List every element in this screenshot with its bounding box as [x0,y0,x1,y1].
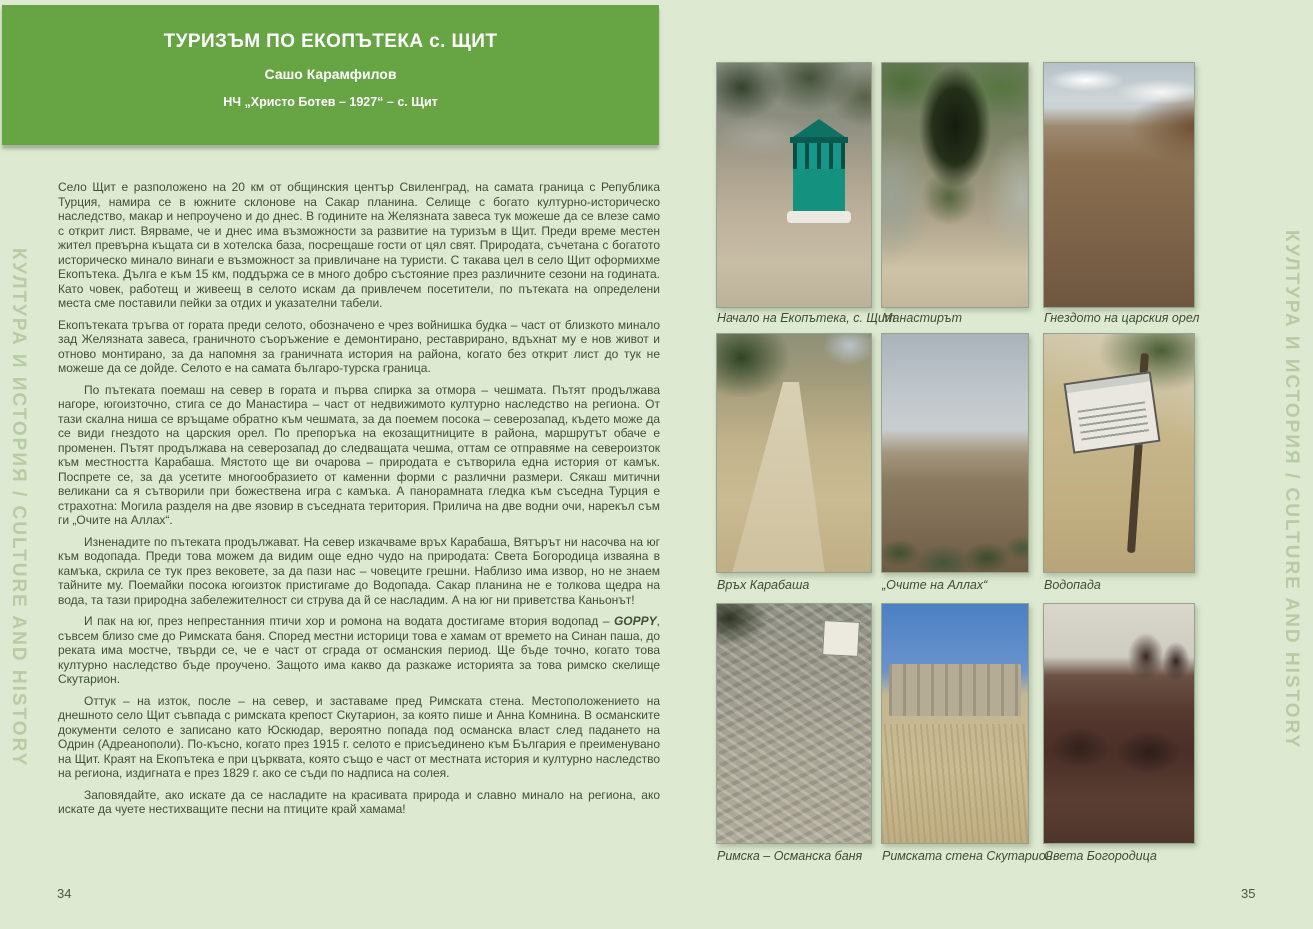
photo-caption: Начало на Екопътека, с. Щит [717,311,896,325]
stone-wall-shape [889,664,1020,717]
article-paragraph: По пътеката поемаш на север в гората и първа спирка за отмора – чешмата. Пътят продължава нагоре, югоизточно, стига се до Манастира – част от недвижимото културно наследство на региона. От тази скална ниша се връщаме обратно към чешмата, за да поемем посока – северозапад, където може да се види гнездото на царския орел. По препоръка на екозащитниците в района, маршрутът обаче е променен. Пътят продължава на северозапад до следващата чешма, оттам се отправяме на североизток към местността Карабаша. Мястото ще ви очарова – природата е сътворила една история от камък. Поспрете се, за да усетите многообразието от каменни форми с различни размери. Сякаш митични великани са я сътворили при божествена игра с камъка. А панорамната гледка към съседна Турция е страхотна: Могила разделя на две язовир в съседната територия. Прилича на две водни очи, нарекъл съм ги „Очите на Аллах“. [58,382,660,527]
article-paragraph: Изненадите по пътеката продължават. На север изкачваме връх Карабаша, Вятърът ни насочва на юг към водопада. Преди това можем да видим още едно чудо на природата: Света Богородица изваяна в камъка, скрила се тук през вековете, за да пази нас – човеците грешни. Наблизо има извор, но не знаем тайните му. Поемайки посока югоизток пристигаме до Водопада. Сакар планина не е толкова щедра на вода, та тази природна забележителност си струва да й се насладим. А на юг ни приветства Каньонът! [58,534,660,607]
article-paragraph: Заповядайте, ако искате да се насладите на красивата природа и славно минало на региона, ако искате да чуете нестихващите песни на птиците край хамама! [58,787,660,816]
article-header [2,5,659,145]
photo-caption: „Очите на Аллах“ [882,578,988,592]
article-paragraph: Оттук – на изток, после – на север, и заставаме пред Римската стена. Местоположението на днешното село Щит съвпада с римската крепост Скутарион, за която пише и Анна Комнина. В османските документи селото е записано като Юскюдар, вероятно попада под османска власт след падането на Одрин (Адреанополи). По-късно, когато през 1915 г. селото е присъединено към България е преименувано на Щит. Краят на Екопътека е при църквата, която също е част от местната история и културно наследство на региона, издигната е през 1829 г. ако се съди по надписа на солея. [58,693,660,780]
paragraph-run-emphasis: GOPPY [613,614,657,628]
photo-monastery [881,62,1029,308]
photo-caption: Гнездото на царския орел [1044,311,1200,325]
article-paragraph: Село Щит е разположено на 20 км от общинския център Свиленград, на самата граница с Република Турция, намира се в южните склонове на Сакар планина. Селище с богато културно-историческо наследство, макар и непроучено и до днес. В годините на Желязната завеса тук можеше да се влезе само с открит лист. Вярваме, че и днес има възможности за развитие на туризъм в Щит. Преди време местен жител превърна къщата си в хотелска база, посрещаше гости от цял свят. Природата, съчетана с богатото историческо минало винаги е възможност за привличане на туристи. С такава цел в село Щит оформихме Екопътека. Дълга е към 15 км, поддържа се в много добро състояние през различните сезони на годината. Като човек, работещ и живеещ в селото искам да привлечем посетители, по пътеката на определени места сме поставили пейки за отдих и указателни табели. [58,180,660,310]
paragraph-run: И пак на юг, през непрестанния птичи хор и ромона на водата достигаме втория водопад – [84,614,614,628]
photo-roman-ottoman-bath [716,603,872,844]
info-sign-shape [1064,371,1161,453]
photo-trail-start [716,62,872,308]
rubric-left: КУЛТУРА И ИСТОРИЯ / CULTURE AND HISTORY [8,248,29,768]
photo-caption: Римска – Османска баня [717,849,863,863]
small-sign-shape [822,620,860,657]
article-paragraph: Екопътеката тръгва от гората преди селото, обозначено е чрез войнишка будка – част от близкото минало зад Желязната завеса, граничното съоръжение е демонтирано, реставрирано, вдъхнат му е нов живот и отново монтирано, за да напомня за граничната история на района, когато без открит лист до тук не можеше да се дойде. Селото е на самата българо-турска граница. [58,317,660,375]
photo-eagle-nest [1043,62,1195,308]
page-number-left: 34 [57,886,72,901]
photo-roman-wall [881,603,1029,844]
photo-karabash-peak [716,333,872,573]
article-body [58,180,660,824]
photo-caption: Римската стена Скутарион [882,849,1053,863]
photo-caption: Връх Карабаша [717,578,810,592]
article-organization: НЧ „Христо Ботев – 1927“ – с. Щит [223,95,438,109]
photo-eyes-of-allah [881,333,1029,573]
guard-booth-shape [793,119,845,229]
article-paragraph [58,614,660,687]
page-title: ТУРИЗЪМ ПО ЕКОПЪТЕКА с. ЩИТ [163,31,498,52]
photo-caption: Манастирът [882,311,963,325]
photo-waterfall [1043,333,1195,573]
trail-path-shape [732,382,824,572]
photo-caption: Водопада [1044,578,1101,592]
page-number-right: 35 [1241,886,1256,901]
photo-caption: Света Богородица [1044,849,1157,863]
paragraph-run: , съвсем близо сме до Римската баня. Според местни историци това е хамам от времето на Синан паша, до реката има мостче, твърди се, че е част от сграда от османския период. Ще бъде точно, когато това културно наследство бъде проучено. Защото има какво да разкаже историята за това римско скелище Скутарион. [58,614,660,686]
photo-holy-mother [1043,603,1195,844]
article-author: Сашо Карамфилов [264,66,397,82]
rubric-right: КУЛТУРА И ИСТОРИЯ / CULTURE AND HISTORY [1281,230,1302,750]
